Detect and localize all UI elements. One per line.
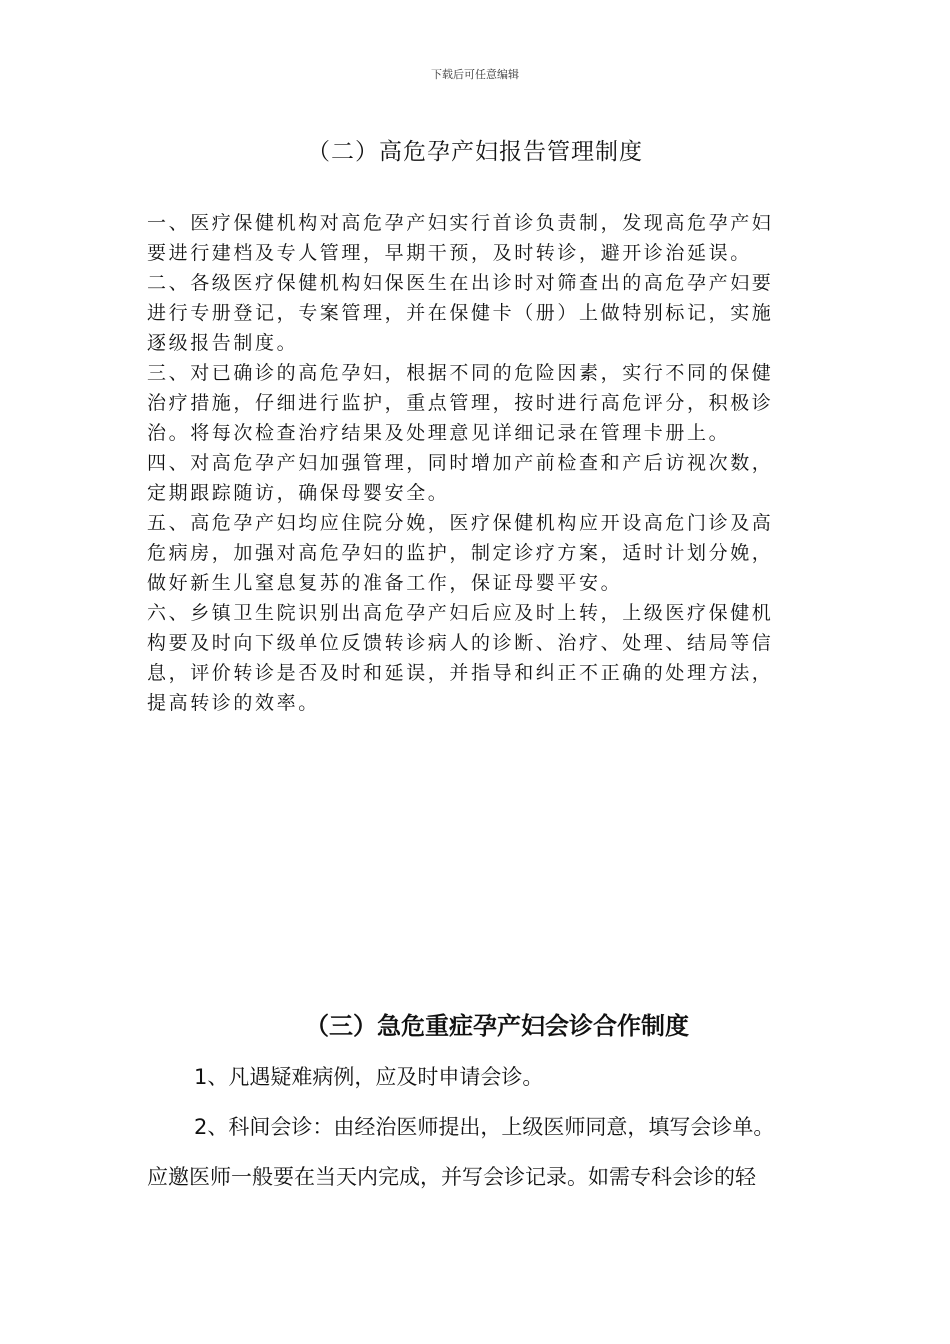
body-line: 三、对已确诊的高危孕妇，根据不同的危险因素，实行不同的保健 bbox=[147, 362, 774, 384]
body-line: 做好新生儿窒息复苏的准备工作，保证母婴平安。 bbox=[147, 572, 623, 594]
body-line: 逐级报告制度。 bbox=[147, 332, 299, 354]
body-line: 一、医疗保健机构对高危孕产妇实行首诊负责制，发现高危孕产妇 bbox=[147, 212, 774, 234]
body-line: 进行专册登记，专案管理，并在保健卡（册）上做特别标记，实施 bbox=[147, 302, 774, 324]
body-line: 治。将每次检查治疗结果及处理意见详细记录在管理卡册上。 bbox=[147, 422, 731, 444]
body-line: 息，评价转诊是否及时和延误，并指导和纠正不正确的处理方法， bbox=[147, 662, 774, 684]
body-line: 治疗措施，仔细进行监护，重点管理，按时进行高危评分，积极诊 bbox=[147, 392, 774, 414]
body-line: 定期跟踪随访，确保母婴安全。 bbox=[147, 482, 450, 504]
body-line: 四、对高危孕产妇加强管理，同时增加产前检查和产后访视次数， bbox=[147, 452, 774, 474]
body-line: 五、高危孕产妇均应住院分娩，医疗保健机构应开设高危门诊及高 bbox=[147, 512, 774, 534]
body-line: 构要及时向下级单位反馈转诊病人的诊断、治疗、处理、结局等信 bbox=[147, 632, 774, 654]
section-title-report-management: （二）高危孕产妇报告管理制度 bbox=[307, 139, 643, 165]
body-line: 危病房，加强对高危孕妇的监护，制定诊疗方案，适时计划分娩， bbox=[147, 542, 774, 564]
body-line: 要进行建档及专人管理，早期干预，及时转诊，避开诊治延误。 bbox=[147, 242, 752, 264]
body-line: 二、各级医疗保健机构妇保医生在出诊时对筛查出的高危孕产妇要 bbox=[147, 272, 774, 294]
page-header-note: 下载后可任意编辑 bbox=[431, 68, 519, 81]
paragraph-1: 1、凡遇疑难病例，应及时申请会诊。 bbox=[194, 1065, 544, 1089]
paragraph-2-line-2: 应邀医师一般要在当天内完成，并写会诊记录。如需专科会诊的轻 bbox=[147, 1165, 756, 1189]
section-title-consultation-cooperation: （三）急危重症孕产妇会诊合作制度 bbox=[305, 1012, 689, 1040]
paragraph-2-line-1: 2、科间会诊：由经治医师提出，上级医师同意，填写会诊单。 bbox=[194, 1115, 775, 1139]
report-management-body bbox=[147, 208, 807, 718]
consultation-cooperation-body bbox=[147, 1054, 827, 1200]
body-line: 六、乡镇卫生院识别出高危孕产妇后应及时上转，上级医疗保健机 bbox=[147, 602, 774, 624]
body-line: 提高转诊的效率。 bbox=[147, 692, 320, 714]
